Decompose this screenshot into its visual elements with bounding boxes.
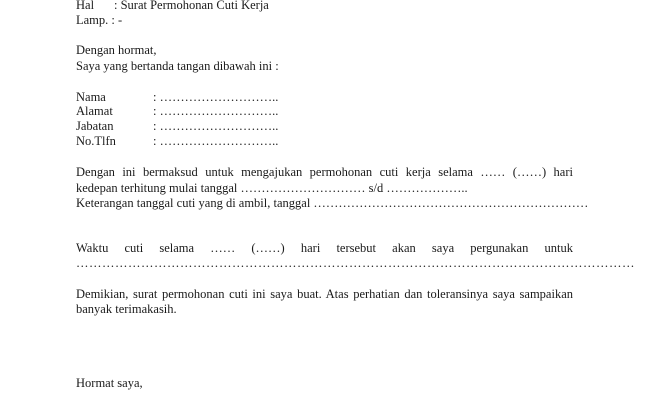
field-label: Nama [76,90,106,104]
subject-value: : Surat Permohonan Cuti Kerja [114,0,269,12]
closing-line-1: Demikian, surat permohonan cuti ini saya buat. Atas perhatian dan toleransinya saya sampaikan [76,287,573,301]
field-label: Jabatan [76,119,114,133]
attachment-value: : - [111,13,123,27]
field-row-phone [76,134,278,148]
field-row-name [76,90,278,104]
subject-line [76,0,269,12]
field-value: : ……………………….. [153,104,279,118]
signature-closing: Hormat saya, [76,376,143,390]
closing-line-2: banyak terimakasih. [76,302,177,316]
field-label: Alamat [76,104,113,118]
leave-request-line-3: Keterangan tanggal cuti yang di ambil, tanggal ………………………………………………………… [76,196,589,210]
salutation: Dengan hormat, [76,43,157,57]
field-value: : ……………………….. [153,119,279,133]
field-row-address [76,104,278,118]
attachment-label: Lamp. [76,13,109,27]
intro-line: Saya yang bertanda tangan dibawah ini : [76,59,279,73]
field-value: : ……………………….. [153,90,279,104]
leave-usage-line-1: Waktu cuti selama …… (……) hari tersebut akan saya pergunakan untuk [76,241,573,255]
leave-request-line-1: Dengan ini bermaksud untuk mengajukan permohonan cuti kerja selama …… (……) hari [76,165,573,179]
attachment-line [76,13,122,27]
field-row-position [76,119,278,133]
leave-usage-line-2: ………………………………………………………………………………………………………………… [76,256,635,270]
field-value: : ……………………….. [153,134,279,148]
leave-request-line-2: kedepan terhitung mulai tanggal ………………………… s/d ……………….. [76,181,468,195]
subject-label: Hal [76,0,95,12]
field-label: No.Tlfn [76,134,116,148]
